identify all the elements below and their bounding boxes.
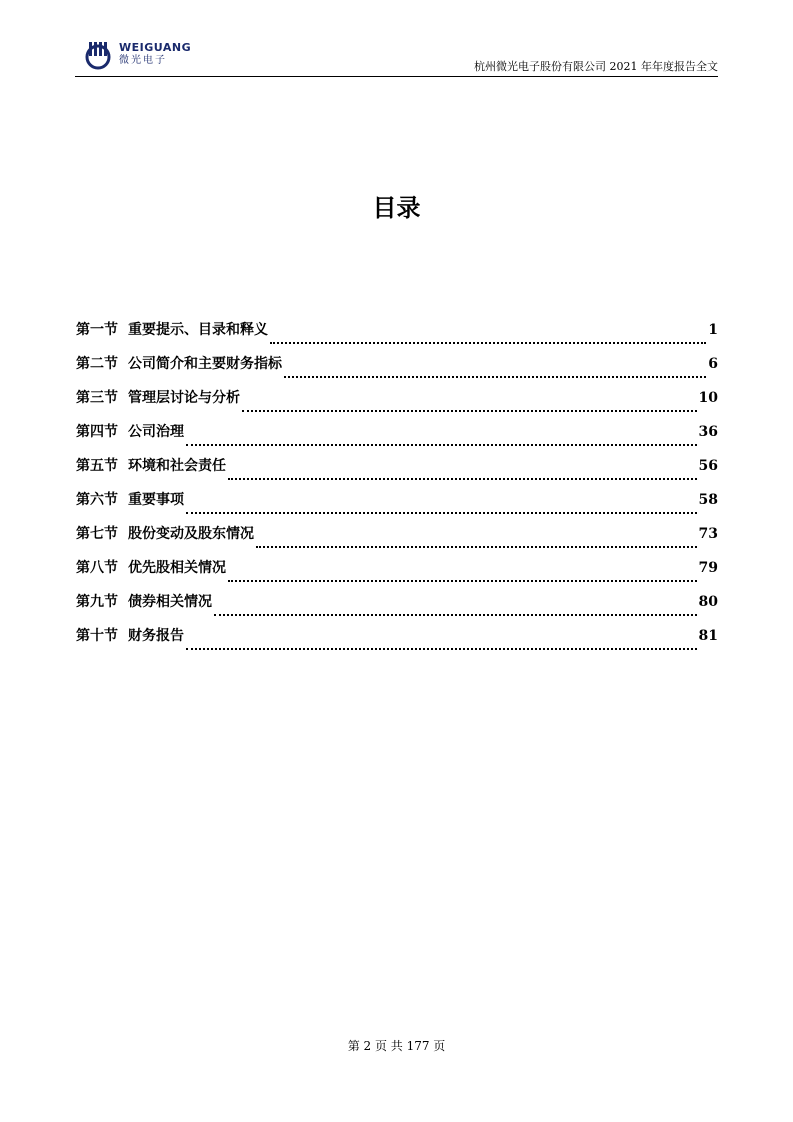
toc-page-number: 10 <box>698 390 718 406</box>
toc-heading: 目录 <box>372 194 421 222</box>
toc-entry[interactable] <box>76 524 718 558</box>
toc-leader-dots <box>214 613 697 616</box>
weiguang-logo-icon <box>83 40 113 70</box>
toc-page-number: 81 <box>698 628 718 644</box>
toc-section-name: 重要事项 <box>128 492 184 508</box>
toc-entry[interactable] <box>76 490 718 524</box>
toc-section-number: 第一节 <box>76 322 118 338</box>
toc-page-number: 80 <box>698 594 718 610</box>
page-footer: 第 2 页 共 177 页 <box>347 1039 446 1053</box>
toc-section-number: 第四节 <box>76 424 118 440</box>
toc-leader-dots <box>242 409 697 412</box>
toc-section-name: 股份变动及股东情况 <box>128 526 254 542</box>
toc-section-name: 优先股相关情况 <box>128 560 226 576</box>
toc-section-number: 第五节 <box>76 458 118 474</box>
company-logo <box>83 40 192 72</box>
toc-entry[interactable] <box>76 558 718 592</box>
toc-entry[interactable] <box>76 422 718 456</box>
toc-leader-dots <box>284 375 706 378</box>
toc-section-number: 第三节 <box>76 390 118 406</box>
toc-entry[interactable] <box>76 626 718 660</box>
toc-page-number: 6 <box>708 356 718 372</box>
toc-section-number: 第八节 <box>76 560 118 576</box>
toc-section-number: 第十节 <box>76 628 118 644</box>
logo-wordmark-en: WEIGUANG <box>119 41 192 54</box>
toc-leader-dots <box>186 647 697 650</box>
toc-entry[interactable] <box>76 592 718 626</box>
toc-entry[interactable] <box>76 320 718 354</box>
toc-section-name: 债券相关情况 <box>128 594 212 610</box>
toc-section-number: 第二节 <box>76 356 118 372</box>
toc-section-number: 第七节 <box>76 526 118 542</box>
toc-leader-dots <box>270 341 706 344</box>
toc-page-number: 56 <box>698 458 718 474</box>
table-of-contents <box>76 320 718 660</box>
toc-section-number: 第九节 <box>76 594 118 610</box>
toc-page-number: 79 <box>698 560 718 576</box>
toc-entry[interactable] <box>76 354 718 388</box>
toc-section-name: 环境和社会责任 <box>128 458 226 474</box>
toc-leader-dots <box>228 477 697 480</box>
toc-page-number: 58 <box>698 492 718 508</box>
toc-section-name: 公司治理 <box>128 424 184 440</box>
toc-page-number: 36 <box>698 424 718 440</box>
report-title: 杭州微光电子股份有限公司 2021 年年度报告全文 <box>474 60 718 73</box>
toc-entry[interactable] <box>76 456 718 490</box>
toc-section-name: 管理层讨论与分析 <box>128 390 240 406</box>
toc-page-number: 73 <box>698 526 718 542</box>
toc-section-number: 第六节 <box>76 492 118 508</box>
page-header <box>75 40 718 77</box>
toc-section-name: 重要提示、目录和释义 <box>128 322 268 338</box>
toc-section-name: 财务报告 <box>128 628 184 644</box>
toc-entry[interactable] <box>76 388 718 422</box>
toc-leader-dots <box>186 443 697 446</box>
toc-leader-dots <box>228 579 697 582</box>
toc-page-number: 1 <box>708 322 718 338</box>
toc-section-name: 公司简介和主要财务指标 <box>128 356 282 372</box>
logo-wordmark-cn: 微光电子 <box>119 55 167 66</box>
toc-leader-dots <box>256 545 697 548</box>
toc-leader-dots <box>186 511 697 514</box>
